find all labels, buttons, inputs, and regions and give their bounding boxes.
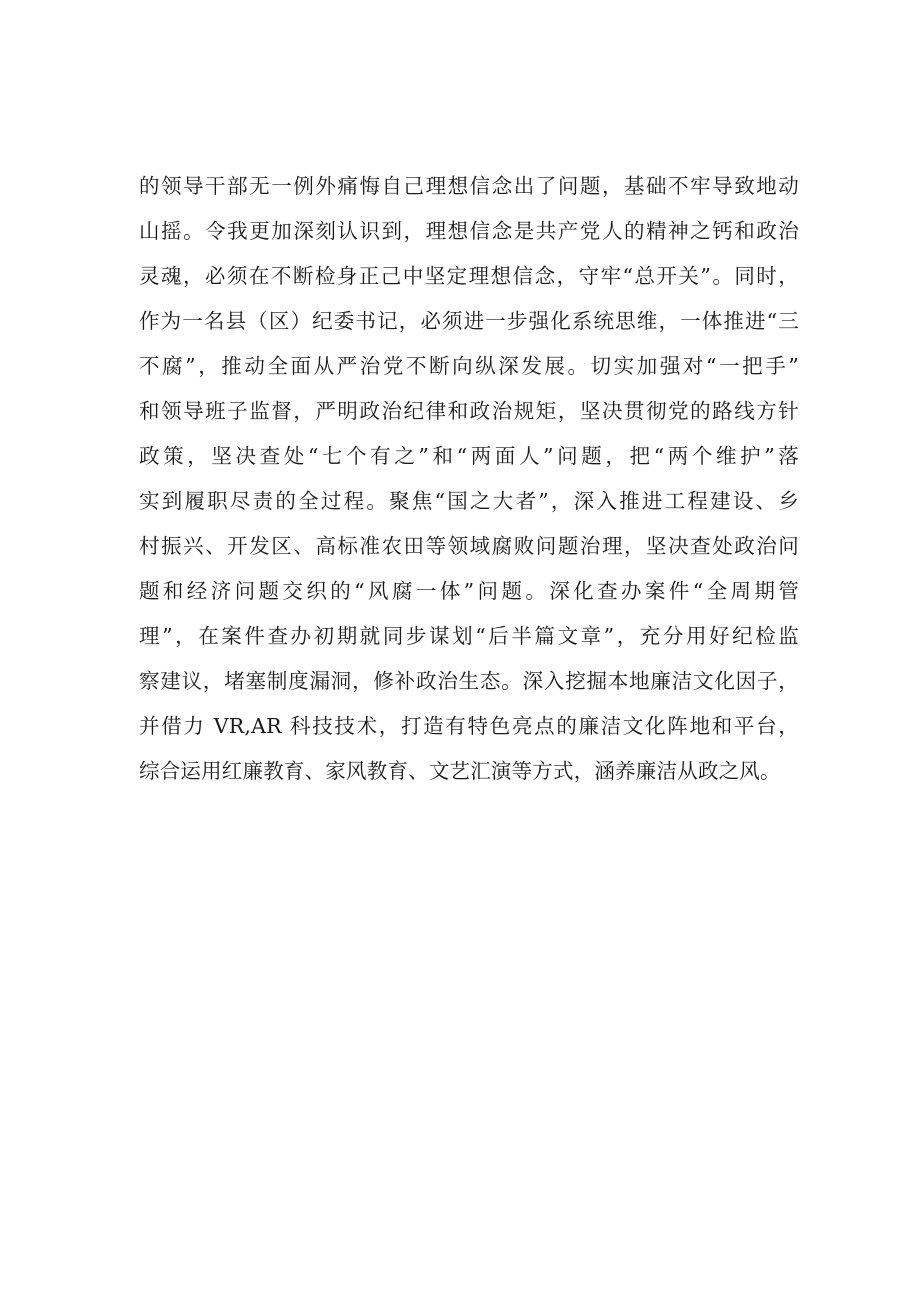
paragraph-line: 理”，在案件查办初期就同步谋划“后半篇文章”，充分用好纪检监 — [139, 624, 799, 648]
paragraph-line: 实到履职尽责的全过程。聚焦“国之大者”，深入推进工程建设、乡 — [139, 489, 799, 513]
paragraph-line: 和领导班子监督，严明政治纪律和政治规矩，坚决贯彻党的路线方针 — [139, 399, 799, 423]
paragraph-line: 题和经济问题交织的“风腐一体”问题。深化查办案件“全周期管 — [139, 579, 799, 603]
paragraph-line: 作为一名县（区）纪委书记，必须进一步强化系统思维，一体推进“三 — [139, 309, 799, 333]
paragraph-line: 综合运用红廉教育、家风教育、文艺汇演等方式，涵养廉洁从政之风。 — [139, 759, 781, 783]
paragraph-line: 灵魂，必须在不断检身正己中坚定理想信念，守牢“总开关”。同时， — [139, 264, 799, 288]
body-paragraph — [139, 164, 799, 794]
paragraph-line: 并借力 VR,AR 科技技术，打造有特色亮点的廉洁文化阵地和平台， — [139, 714, 799, 738]
paragraph-line: 不腐”，推动全面从严治党不断向纵深发展。切实加强对“一把手” — [139, 354, 799, 378]
paragraph-line: 村振兴、开发区、高标准农田等领域腐败问题治理，坚决查处政治问 — [139, 534, 799, 558]
paragraph-line: 山摇。令我更加深刻认识到，理想信念是共产党人的精神之钙和政治 — [139, 219, 799, 243]
paragraph-line: 政策，坚决查处“七个有之”和“两面人”问题，把“两个维护”落 — [139, 444, 799, 468]
paragraph-line: 察建议，堵塞制度漏洞，修补政治生态。深入挖掘本地廉洁文化因子， — [139, 669, 799, 693]
paragraph-line: 的领导干部无一例外痛悔自己理想信念出了问题，基础不牢导致地动 — [139, 174, 799, 198]
